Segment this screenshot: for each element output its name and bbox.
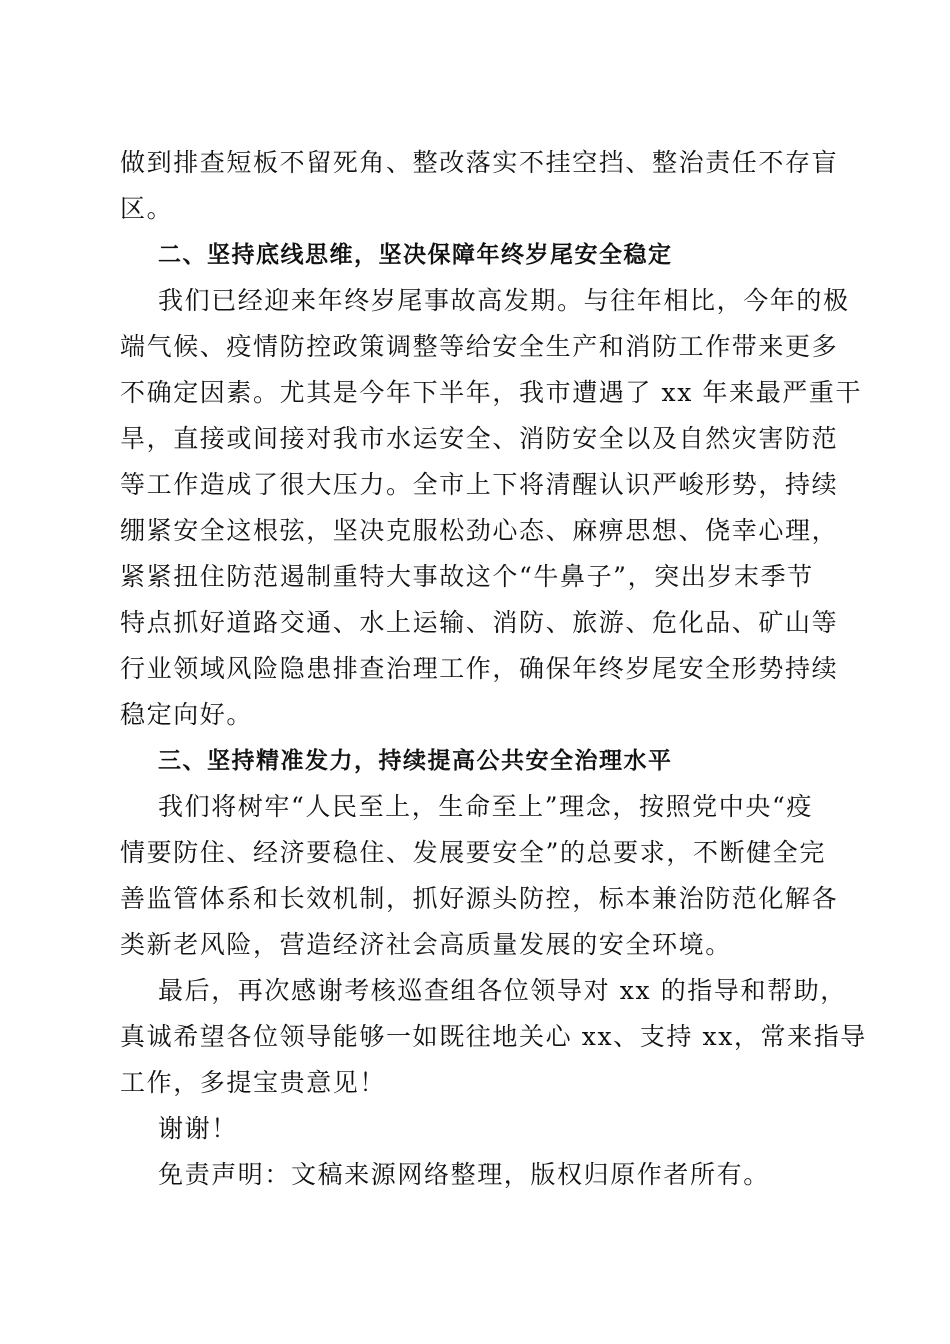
paragraph-line: 真诚希望各位领导能够一如既往地关心 xx、支持 xx，常来指导 <box>120 1022 867 1051</box>
paragraph-line: 我们已经迎来年终岁尾事故高发期。与往年相比，今年的极 <box>158 286 850 315</box>
paragraph-line: 情要防住、经济要稳住、发展要安全”的总要求，不断健全完 <box>120 838 826 867</box>
paragraph-line: 稳定向好。 <box>120 700 254 729</box>
document-body <box>120 140 867 1198</box>
paragraph-line: 做到排查短板不留死角、整改落实不挂空挡、整治责任不存盲 <box>120 148 839 177</box>
paragraph-line: 紧紧扭住防范遏制重特大事故这个“牛鼻子”，突出岁末季节 <box>120 562 814 591</box>
closing-line: 谢谢！ <box>158 1114 238 1143</box>
paragraph-line: 善监管体系和长效机制，抓好源头防控，标本兼治防范化解各 <box>120 884 839 913</box>
paragraph-line: 区。 <box>120 194 174 223</box>
paragraph-line: 端气候、疫情防控政策调整等给安全生产和消防工作带来更多 <box>120 332 839 361</box>
disclaimer-line: 免责声明：文稿来源网络整理，版权归原作者所有。 <box>158 1160 770 1189</box>
paragraph-line: 行业领域风险隐患排查治理工作，确保年终岁尾安全形势持续 <box>120 654 839 683</box>
paragraph-line: 不确定因素。尤其是今年下半年，我市遭遇了 xx 年来最严重干 <box>120 378 863 407</box>
section-heading: 二、坚持底线思维，坚决保障年终岁尾安全稳定 <box>158 242 673 268</box>
paragraph-line: 旱，直接或间接对我市水运安全、消防安全以及自然灾害防范 <box>120 424 839 453</box>
paragraph-line: 工作，多提宝贵意见！ <box>120 1068 387 1097</box>
paragraph-line: 特点抓好道路交通、水上运输、消防、旅游、危化品、矿山等 <box>120 608 839 637</box>
paragraph-line: 最后，再次感谢考核巡查组各位领导对 xx 的指导和帮助， <box>158 976 847 1005</box>
paragraph-line: 类新老风险，营造经济社会高质量发展的安全环境。 <box>120 930 732 959</box>
section-heading: 三、坚持精准发力，持续提高公共安全治理水平 <box>158 748 673 774</box>
paragraph-line: 等工作造成了很大压力。全市上下将清醒认识严峻形势，持续 <box>120 470 839 499</box>
paragraph-line: 绷紧安全这根弦，坚决克服松劲心态、麻痹思想、侥幸心理， <box>120 516 839 545</box>
paragraph-line: 我们将树牢“人民至上，生命至上”理念，按照党中央“疫 <box>158 792 813 821</box>
